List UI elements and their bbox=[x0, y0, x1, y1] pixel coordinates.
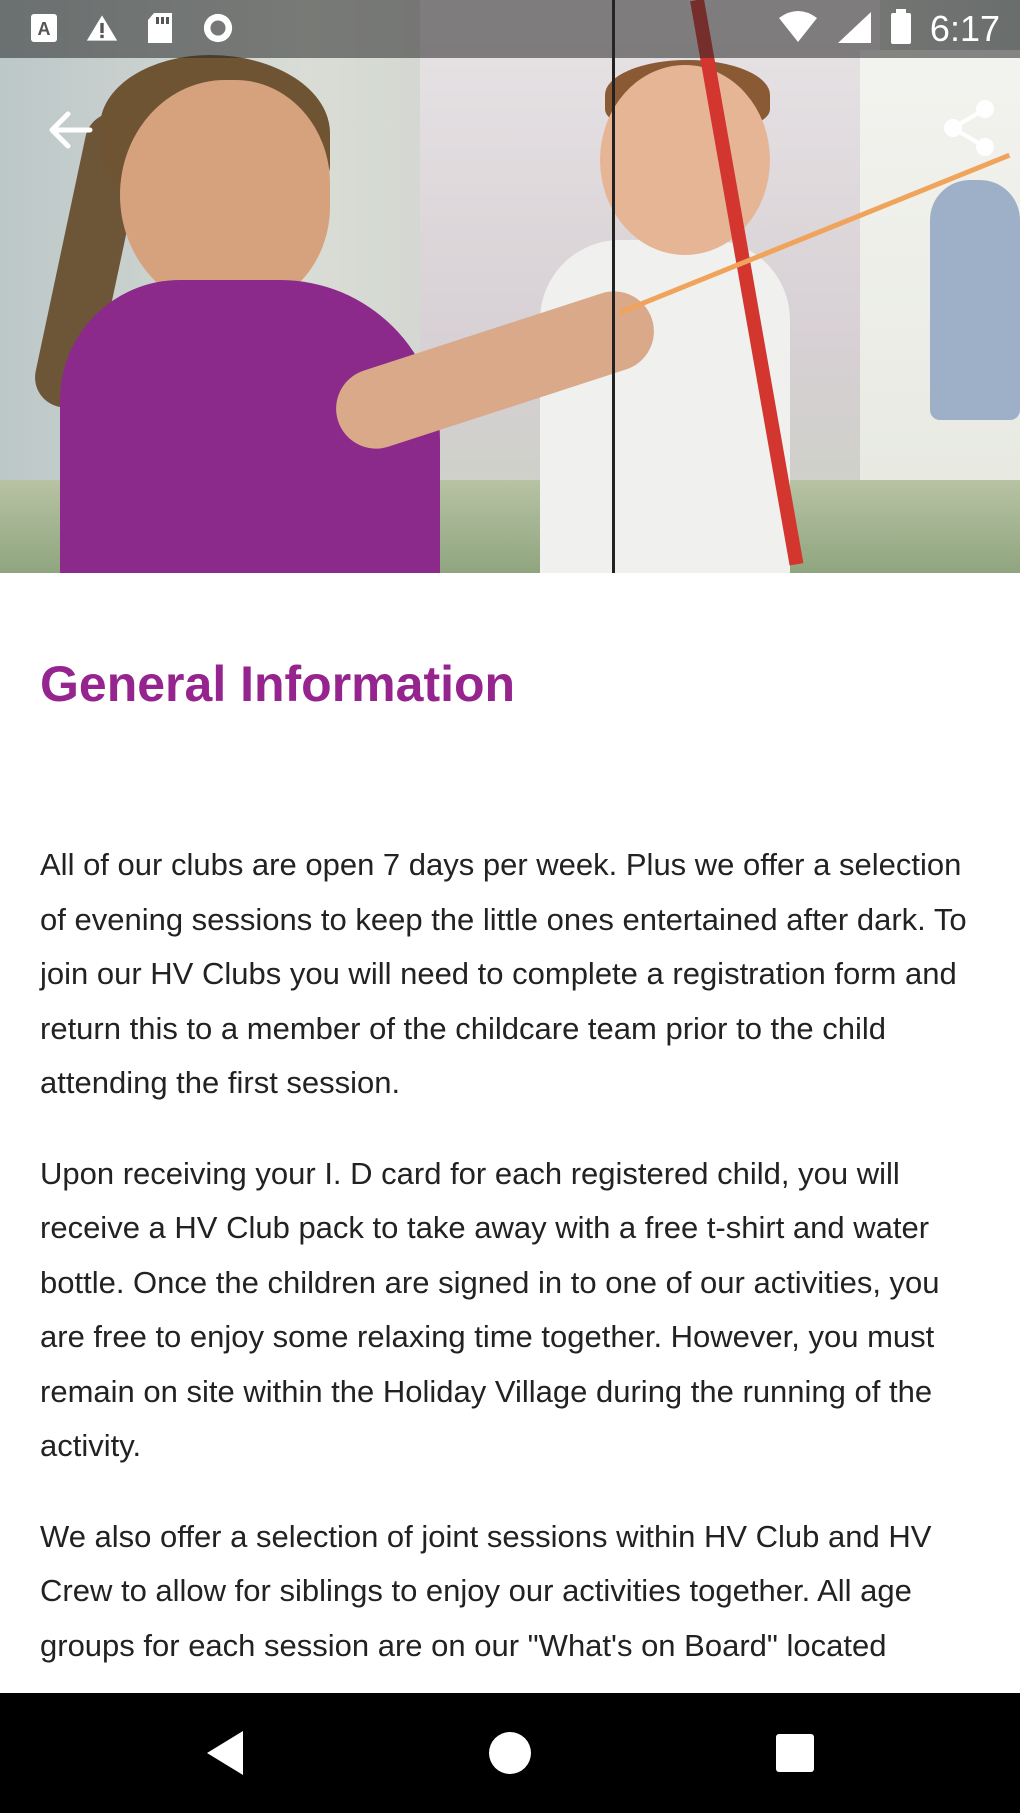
article-body bbox=[40, 838, 990, 1709]
share-button[interactable] bbox=[940, 96, 1000, 160]
home-circle-icon bbox=[480, 1723, 540, 1783]
paragraph-1: All of our clubs are open 7 days per week. Plus we offer a selection of evening sessions to keep the little ones entertained after dark. To join our HV Clubs you will need to complete a registration form and return this to a member of the childcare team prior to the child attending the first session. bbox=[40, 847, 967, 1100]
page-title: General Information bbox=[40, 656, 516, 712]
status-time: 6:17 bbox=[929, 8, 1000, 49]
arrow-back-icon bbox=[40, 100, 100, 160]
share-icon bbox=[940, 96, 1000, 160]
nav-home-button[interactable] bbox=[480, 1723, 540, 1783]
back-triangle-icon bbox=[195, 1723, 255, 1783]
back-button[interactable] bbox=[40, 100, 100, 160]
warning-icon bbox=[86, 12, 118, 44]
wifi-icon bbox=[778, 10, 818, 49]
recents-square-icon bbox=[765, 1723, 825, 1783]
nav-back-button[interactable] bbox=[195, 1723, 255, 1783]
battery-icon bbox=[890, 9, 912, 50]
paragraph-3: We also offer a selection of joint sessions within HV Club and HV Crew to allow for siblings to enjoy our activities together. All age groups for each session are on our "What's on Board" located bbox=[40, 1518, 932, 1663]
text-icon bbox=[28, 12, 60, 44]
status-bar bbox=[0, 0, 1020, 58]
navigation-bar bbox=[0, 1693, 1020, 1813]
sd-card-icon bbox=[144, 12, 176, 44]
signal-icon bbox=[836, 10, 872, 49]
hero-image bbox=[0, 0, 1020, 573]
paragraph-2: Upon receiving your I. D card for each registered child, you will receive a HV Club pack to take away with a free t-shirt and water bottle. Once the children are signed in to one of our activities, you are free to enjoy some relaxing time together. However, you must remain on site within the Holiday Village during the running of the activity. bbox=[40, 1155, 940, 1463]
nav-recents-button[interactable] bbox=[765, 1723, 825, 1783]
circle-icon bbox=[202, 12, 234, 44]
svg-text:A: A bbox=[37, 19, 51, 39]
